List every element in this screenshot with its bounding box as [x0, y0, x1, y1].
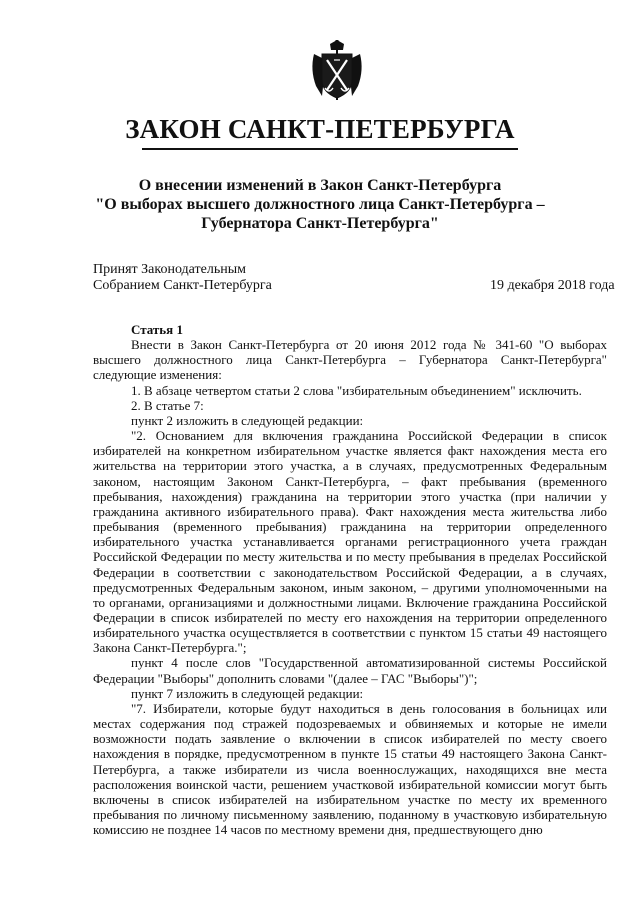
paragraph: "2. Основанием для включения гражданина Российской Федерации в список избирателей на конкретном избирательном участке является факт нахождения места его жительства на территории этого участка, а в случаях, предусмотренных Федеральным законом, настоящим Законом Санкт-Петербурга, – факт пребывания (временного пребывания, нахождения) гражданина на территории этого участка (при наличии у гражданина активного избирательного права). Факт нахождения места жительства либо пребывания (временного пребывания) гражданина на территории определенного избирательного участка устанавливается органами регистрационного учета граждан Российской Федерации по месту жительства и по месту пребывания в пределах Российской Федерации в соответствии с законодательством Российской Федерации, а в случаях, предусмотренных Федеральным законом, иным законом, – другими уполномоченными на то органами, организациями и должностными лицами. Включение гражданина Российской Федерации в список избирателей по месту его нахождения на территории определенного избирательного участка осуществляется в соответствии с пунктом 15 статьи 49 настоящего Закона Санкт-Петербурга."; [93, 428, 607, 656]
adoption-date: 19 декабря 2018 года [490, 278, 615, 293]
paragraph: "7. Избиратели, которые будут находиться в день голосования в больницах или местах содержания под стражей подозреваемых и обвиняемых и которые не имели возможности подать заявление о включении в список избирателей по месту своего нахождения в порядке, предусмотренном в пункте 15 статьи 49 настоящего Закона Санкт-Петербурга, а также избиратели из числа военнослужащих, находящихся вне места расположения воинской части, решением участковой избирательной комиссии могут быть включены в список избирателей на избирательном участке по месту их временного пребывания по личному письменному заявлению, поданному в участковую избирательную комиссию не позднее 14 часов по местному времени дня, предшествующего дню [93, 700, 607, 838]
article-heading: Статья 1 [131, 322, 183, 337]
coat-of-arms-icon [308, 40, 366, 102]
paragraph: Внести в Закон Санкт-Петербурга от 20 июня 2012 года № 341-60 "О выборах высшего должностного лица Санкт-Петербурга – Губернатора Санкт-Петербурга" следующие изменения: [93, 337, 607, 383]
paragraph: пункт 2 изложить в следующей редакции: [131, 412, 364, 428]
paragraph: пункт 4 после слов "Государственной автоматизированной системы Российской Федерации "Выборы" дополнить словами "(далее – ГАС "Выборы")"; [93, 655, 607, 686]
paragraph: 2. В статье 7: [131, 397, 204, 413]
subtitle-line: "О выборах высшего должностного лица Санкт-Петербурга – [95, 196, 545, 213]
title-underline [142, 148, 518, 150]
adoption-line: Принят Законодательным [93, 262, 246, 277]
adoption-line: Собранием Санкт-Петербурга [93, 278, 272, 293]
law-subtitle [0, 176, 640, 233]
paragraph: 1. В абзаце четвертом статьи 2 слова "избирательным объединением" исключить. [131, 382, 582, 398]
subtitle-line: Губернатора Санкт-Петербурга" [201, 215, 439, 232]
law-title: ЗАКОН САНКТ-ПЕТЕРБУРГА [125, 114, 515, 144]
paragraph: пункт 7 изложить в следующей редакции: [131, 685, 364, 701]
adoption-block [93, 262, 272, 294]
subtitle-line: О внесении изменений в Закон Санкт-Петербурга [138, 177, 502, 194]
article-body [93, 322, 607, 837]
